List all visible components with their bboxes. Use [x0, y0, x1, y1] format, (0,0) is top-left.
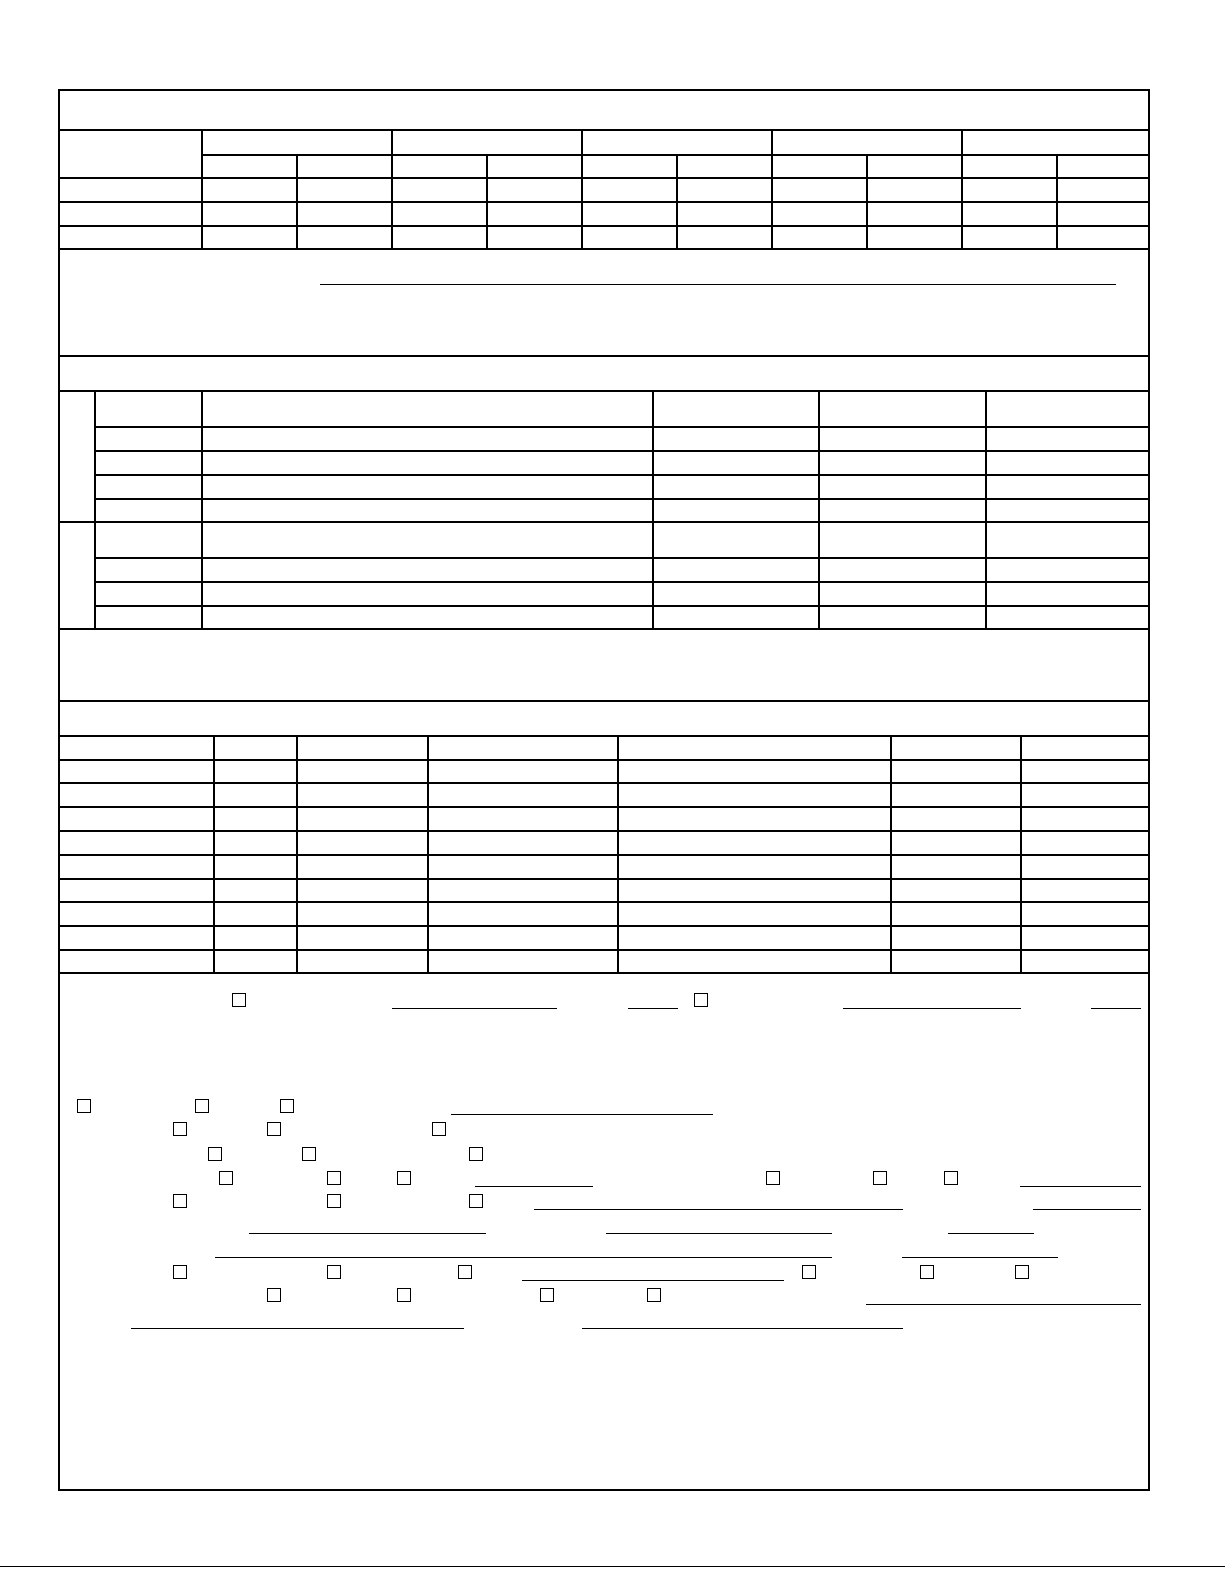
table-cell[interactable] — [96, 559, 201, 581]
table-cell[interactable] — [892, 808, 1020, 830]
option-checkbox[interactable] — [232, 993, 246, 1007]
option-checkbox[interactable] — [873, 1171, 887, 1185]
table-cell[interactable] — [60, 784, 213, 806]
fill-in-line[interactable] — [866, 1304, 1141, 1305]
table-cell[interactable] — [215, 927, 296, 949]
table-cell[interactable] — [429, 903, 617, 925]
table-cell[interactable] — [654, 607, 818, 628]
option-checkbox[interactable] — [77, 1099, 91, 1113]
grid-cell[interactable] — [488, 227, 581, 248]
form-title-band — [60, 91, 1148, 129]
grid-cell[interactable] — [678, 227, 771, 248]
option-checkbox[interactable] — [267, 1288, 281, 1302]
grid-cell[interactable] — [583, 227, 676, 248]
table-cell[interactable] — [203, 607, 652, 628]
fill-in-line[interactable] — [392, 1008, 557, 1009]
table-cell[interactable] — [60, 808, 213, 830]
table-cell[interactable] — [429, 880, 617, 901]
option-checkbox[interactable] — [397, 1288, 411, 1302]
table-cell[interactable] — [96, 583, 201, 605]
table-cell[interactable] — [60, 903, 213, 925]
fill-in-line[interactable] — [902, 1257, 1058, 1258]
table-cell[interactable] — [654, 559, 818, 581]
table-cell[interactable] — [1022, 761, 1150, 782]
table-cell[interactable] — [298, 784, 427, 806]
fill-in-line[interactable] — [215, 1257, 832, 1258]
option-checkbox[interactable] — [540, 1288, 554, 1302]
grid-cell[interactable] — [298, 227, 391, 248]
table-cell[interactable] — [429, 784, 617, 806]
option-checkbox[interactable] — [397, 1171, 411, 1185]
grid-cell[interactable] — [868, 203, 961, 225]
option-checkbox[interactable] — [944, 1171, 958, 1185]
grid-cell[interactable] — [488, 203, 581, 225]
table-cell[interactable] — [60, 951, 213, 972]
page-bottom-rule — [0, 1566, 1225, 1567]
grid-cell[interactable] — [583, 203, 676, 225]
table-cell[interactable] — [429, 927, 617, 949]
option-checkbox[interactable] — [802, 1265, 816, 1279]
table-cell[interactable] — [215, 951, 296, 972]
table-cell[interactable] — [892, 832, 1020, 854]
option-checkbox[interactable] — [469, 1194, 483, 1208]
option-checkbox[interactable] — [173, 1122, 187, 1136]
grid-cell[interactable] — [868, 227, 961, 248]
table-cell[interactable] — [203, 583, 652, 605]
table-cell[interactable] — [298, 880, 427, 901]
table-cell[interactable] — [619, 856, 890, 878]
grid-cell[interactable] — [393, 203, 486, 225]
grid-cell[interactable] — [583, 179, 676, 201]
table-cell[interactable] — [215, 808, 296, 830]
fill-in-line[interactable] — [1091, 1008, 1141, 1009]
fill-in-line[interactable] — [1020, 1186, 1141, 1187]
option-checkbox[interactable] — [219, 1171, 233, 1185]
notes-area[interactable] — [60, 630, 1148, 700]
table-cell[interactable] — [60, 761, 213, 782]
table-cell[interactable] — [820, 583, 985, 605]
table-cell[interactable] — [429, 856, 617, 878]
fill-in-line[interactable] — [131, 1328, 464, 1329]
table-cell[interactable] — [987, 583, 1150, 605]
table-cell[interactable] — [429, 808, 617, 830]
remarks-line[interactable] — [320, 284, 1116, 285]
table-cell[interactable] — [60, 832, 213, 854]
option-checkbox[interactable] — [458, 1265, 472, 1279]
option-checkbox[interactable] — [766, 1171, 780, 1185]
divider — [58, 248, 1150, 250]
table-cell[interactable] — [298, 927, 427, 949]
section-header-band — [60, 357, 1148, 390]
table-cell[interactable] — [619, 927, 890, 949]
table-cell[interactable] — [892, 903, 1020, 925]
table-cell[interactable] — [619, 808, 890, 830]
section-header-band — [60, 702, 1148, 735]
table-cell[interactable] — [619, 880, 890, 901]
table-cell[interactable] — [429, 761, 617, 782]
table-cell[interactable] — [203, 500, 652, 521]
table-cell[interactable] — [892, 784, 1020, 806]
table-cell[interactable] — [987, 500, 1150, 521]
table-cell[interactable] — [429, 951, 617, 972]
table-cell[interactable] — [203, 559, 652, 581]
table-cell[interactable] — [987, 607, 1150, 628]
table-cell[interactable] — [60, 880, 213, 901]
option-checkbox[interactable] — [647, 1288, 661, 1302]
fill-in-line[interactable] — [451, 1114, 713, 1115]
grid-cell[interactable] — [773, 179, 866, 201]
table-cell[interactable] — [619, 761, 890, 782]
table-cell[interactable] — [298, 856, 427, 878]
grid-cell[interactable] — [298, 203, 391, 225]
option-checkbox[interactable] — [302, 1147, 316, 1161]
table-cell[interactable] — [987, 476, 1150, 498]
fill-in-line[interactable] — [582, 1328, 903, 1329]
table-cell[interactable] — [96, 607, 201, 628]
option-checkbox[interactable] — [327, 1171, 341, 1185]
table-cell[interactable] — [298, 808, 427, 830]
table-cell[interactable] — [892, 880, 1020, 901]
table-cell[interactable] — [987, 452, 1150, 474]
table-cell[interactable] — [298, 832, 427, 854]
grid-cell[interactable] — [963, 179, 1056, 201]
table-cell[interactable] — [298, 903, 427, 925]
grid-cell[interactable] — [963, 203, 1056, 225]
table-cell[interactable] — [215, 903, 296, 925]
fill-in-line[interactable] — [628, 1008, 678, 1009]
table-cell[interactable] — [203, 452, 652, 474]
table-cell[interactable] — [215, 832, 296, 854]
grid-cell[interactable] — [1058, 227, 1150, 248]
grid-cell[interactable] — [963, 227, 1056, 248]
table-cell[interactable] — [1022, 784, 1150, 806]
grid-cell[interactable] — [868, 179, 961, 201]
table-cell[interactable] — [96, 452, 201, 474]
table-cell[interactable] — [987, 559, 1150, 581]
row-line — [58, 972, 1150, 974]
comments-area[interactable] — [60, 1340, 1148, 1489]
fill-in-line[interactable] — [534, 1209, 903, 1210]
grid-cell[interactable] — [203, 203, 296, 225]
grid-cell[interactable] — [773, 227, 866, 248]
grid-cell[interactable] — [298, 179, 391, 201]
option-checkbox[interactable] — [208, 1147, 222, 1161]
table-cell[interactable] — [892, 761, 1020, 782]
table-cell[interactable] — [654, 583, 818, 605]
option-checkbox[interactable] — [267, 1122, 281, 1136]
table-cell[interactable] — [820, 559, 985, 581]
grid-cell[interactable] — [488, 179, 581, 201]
table-cell[interactable] — [619, 903, 890, 925]
table-cell[interactable] — [654, 452, 818, 474]
option-checkbox[interactable] — [280, 1099, 294, 1113]
row-line — [58, 735, 1150, 737]
table-cell[interactable] — [654, 476, 818, 498]
fill-in-line[interactable] — [1033, 1209, 1141, 1210]
table-cell[interactable] — [215, 880, 296, 901]
table-cell[interactable] — [215, 856, 296, 878]
option-checkbox[interactable] — [432, 1122, 446, 1136]
option-checkbox[interactable] — [694, 993, 708, 1007]
subheader-line — [201, 154, 1150, 156]
table-cell[interactable] — [892, 951, 1020, 972]
fill-in-line[interactable] — [249, 1233, 486, 1234]
table-cell[interactable] — [654, 428, 818, 450]
table-cell[interactable] — [1022, 927, 1150, 949]
grid-cell[interactable] — [203, 179, 296, 201]
table-cell[interactable] — [619, 832, 890, 854]
table-cell[interactable] — [96, 428, 201, 450]
table-cell[interactable] — [820, 452, 985, 474]
table-cell[interactable] — [820, 500, 985, 521]
fill-in-line[interactable] — [606, 1233, 832, 1234]
table-cell[interactable] — [60, 856, 213, 878]
option-checkbox[interactable] — [173, 1265, 187, 1279]
table-cell[interactable] — [654, 500, 818, 521]
table-cell[interactable] — [1022, 880, 1150, 901]
table-cell[interactable] — [215, 784, 296, 806]
table-cell[interactable] — [1022, 832, 1150, 854]
option-checkbox[interactable] — [327, 1265, 341, 1279]
grid-cell[interactable] — [1058, 179, 1150, 201]
table-cell[interactable] — [1022, 856, 1150, 878]
grid-cell[interactable] — [393, 179, 486, 201]
table-cell[interactable] — [1022, 951, 1150, 972]
table-cell[interactable] — [298, 951, 427, 972]
grid-cell[interactable] — [393, 227, 486, 248]
option-checkbox[interactable] — [469, 1147, 483, 1161]
table-cell[interactable] — [203, 476, 652, 498]
option-checkbox[interactable] — [173, 1194, 187, 1208]
table-cell[interactable] — [820, 428, 985, 450]
option-checkbox[interactable] — [920, 1265, 934, 1279]
table-cell[interactable] — [1022, 808, 1150, 830]
table-cell[interactable] — [429, 832, 617, 854]
table-cell[interactable] — [298, 761, 427, 782]
table-cell[interactable] — [892, 927, 1020, 949]
fill-in-line[interactable] — [522, 1280, 784, 1281]
table-cell[interactable] — [96, 500, 201, 521]
table-cell[interactable] — [1022, 903, 1150, 925]
table-cell[interactable] — [203, 428, 652, 450]
fill-in-line[interactable] — [843, 1008, 1021, 1009]
table-cell[interactable] — [619, 784, 890, 806]
table-cell[interactable] — [215, 761, 296, 782]
table-cell[interactable] — [60, 927, 213, 949]
table-cell[interactable] — [820, 607, 985, 628]
grid-cell[interactable] — [203, 227, 296, 248]
fill-in-line[interactable] — [475, 1186, 593, 1187]
divider — [58, 129, 1150, 131]
table-cell[interactable] — [820, 476, 985, 498]
grid-cell[interactable] — [773, 203, 866, 225]
table-cell[interactable] — [892, 856, 1020, 878]
table-cell[interactable] — [619, 951, 890, 972]
option-checkbox[interactable] — [195, 1099, 209, 1113]
table-cell[interactable] — [987, 428, 1150, 450]
option-checkbox[interactable] — [1015, 1265, 1029, 1279]
grid-cell[interactable] — [678, 179, 771, 201]
fill-in-line[interactable] — [948, 1233, 1034, 1234]
grid-cell[interactable] — [1058, 203, 1150, 225]
grid-cell[interactable] — [678, 203, 771, 225]
option-checkbox[interactable] — [327, 1194, 341, 1208]
table-cell[interactable] — [96, 476, 201, 498]
